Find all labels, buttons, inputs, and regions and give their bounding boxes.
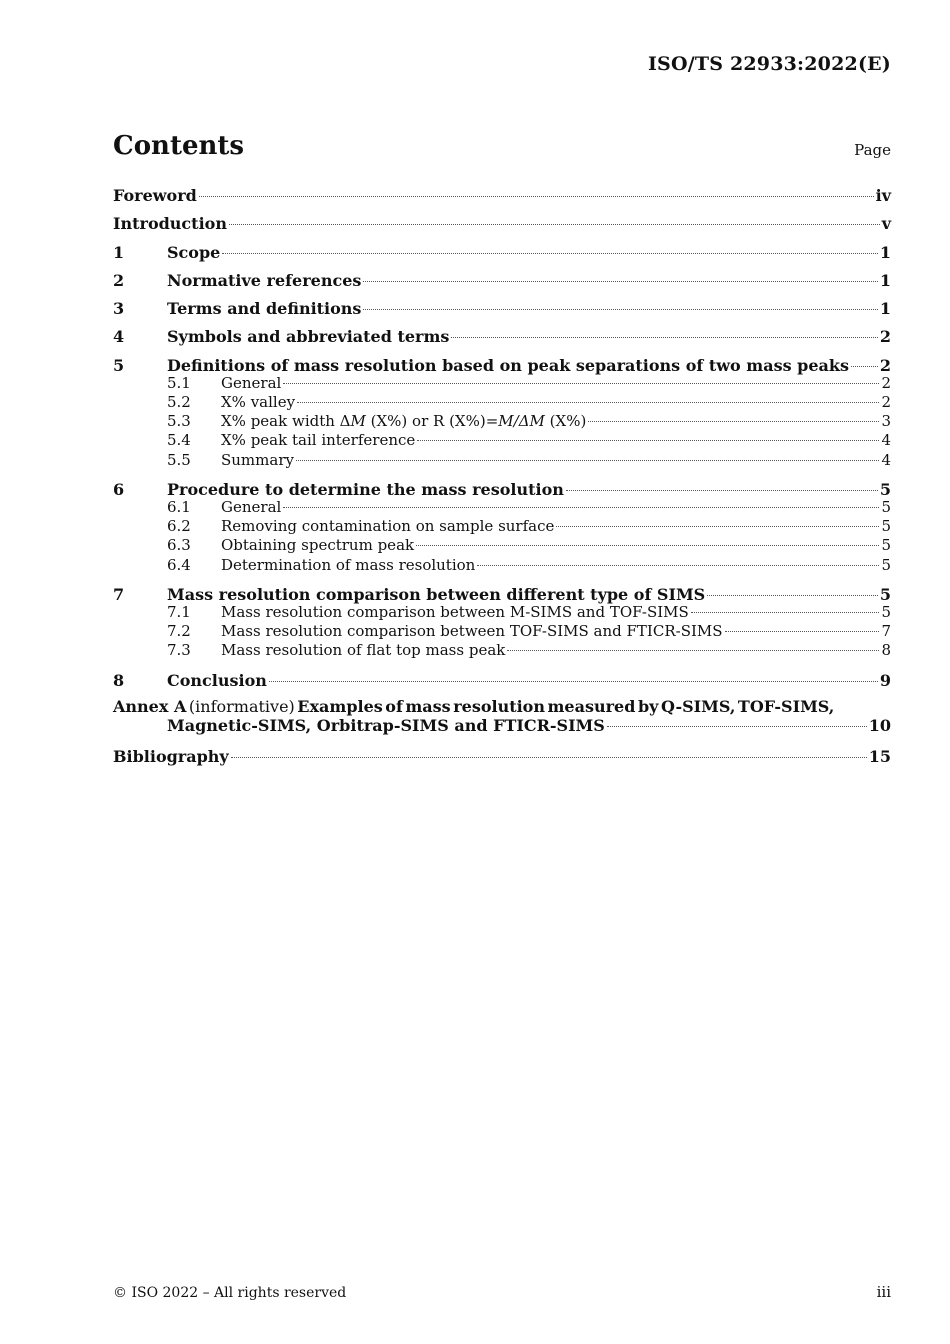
toc-subentry-5-2[interactable] <box>113 393 891 412</box>
toc-entry-page: 1 <box>879 270 891 290</box>
dot-leader <box>417 440 879 441</box>
toc-entry-title: Symbols and abbreviated terms <box>167 327 450 347</box>
toc-subentry-5-3[interactable] <box>113 412 891 431</box>
toc-subentry-5-5[interactable] <box>113 451 891 479</box>
toc-entry-page: 2 <box>881 392 891 411</box>
dot-leader <box>363 309 877 310</box>
toc-entry-page: 5 <box>879 585 891 605</box>
toc-subentry-5-1[interactable] <box>113 374 891 393</box>
toc-entry-annex-a[interactable] <box>113 697 891 745</box>
toc-entry-page: 5 <box>881 498 891 517</box>
toc-entry-number: 5 <box>113 355 125 375</box>
toc-entry-number: 1 <box>113 242 125 262</box>
toc-entry-title: Bibliography <box>113 747 229 767</box>
toc-entry-normative-references[interactable] <box>113 269 891 297</box>
dot-leader <box>507 650 879 651</box>
annex-label: Annex A <box>113 697 187 717</box>
toc-entry-title: General <box>221 498 282 517</box>
title-part: X% peak width Δ <box>221 412 351 431</box>
copyright-notice: © ISO 2022 – All rights reserved <box>113 1285 347 1301</box>
toc-subentry-6-1[interactable] <box>113 498 891 517</box>
toc-entry-title: Mass resolution comparison between M-SIMS and TOF-SIMS <box>221 603 689 622</box>
annex-title-word: resolution <box>453 697 545 717</box>
toc-entry-page: 2 <box>879 327 891 347</box>
annex-line-spacer <box>837 697 891 716</box>
annex-informative: (informative) <box>188 697 295 717</box>
toc-entry-number: 6.1 <box>167 498 191 517</box>
toc-entry-page: 9 <box>879 670 891 690</box>
annex-title-line-1 <box>113 697 891 716</box>
dot-leader <box>222 253 878 254</box>
toc-entry-number: 7.2 <box>167 622 191 641</box>
dot-leader <box>363 281 877 282</box>
toc-entry-title: X% valley <box>221 392 296 411</box>
toc-entry-title: Normative references <box>167 270 362 290</box>
title-part: (X%) <box>544 412 587 431</box>
toc-entry-page: 2 <box>879 355 891 375</box>
toc-entry-title: Terms and definitions <box>167 299 362 319</box>
dot-leader <box>297 402 879 403</box>
toc-entry-page: 4 <box>881 431 891 450</box>
toc-entry-title: Foreword <box>113 186 197 205</box>
dot-leader <box>416 545 879 546</box>
toc-subentry-6-3[interactable] <box>113 536 891 555</box>
annex-title-word: TOF-SIMS, <box>737 697 835 717</box>
toc-entry-number: 5.4 <box>167 431 191 450</box>
toc-entry-number: 5.1 <box>167 373 191 392</box>
toc-entry-definitions-mass-resolution[interactable] <box>113 354 891 374</box>
toc-entry-introduction[interactable] <box>113 212 891 240</box>
dot-leader <box>296 460 879 461</box>
toc-entry-number: 7.3 <box>167 641 191 660</box>
dot-leader <box>707 595 878 596</box>
toc-entry-number: 7.1 <box>167 603 191 622</box>
dot-leader <box>851 366 878 367</box>
dot-leader <box>556 526 879 527</box>
page-column-label: Page <box>854 141 891 159</box>
annex-title-word: Examples <box>297 697 383 717</box>
dot-leader <box>588 421 879 422</box>
dot-leader <box>477 565 879 566</box>
dot-leader <box>607 726 867 727</box>
toc-entry-page: iv <box>875 186 891 205</box>
toc-entry-title: Removing contamination on sample surface <box>221 517 555 536</box>
toc-subentry-6-4[interactable] <box>113 556 891 584</box>
dot-leader <box>451 337 877 338</box>
contents-title: Contents <box>113 131 245 161</box>
dot-leader <box>283 507 879 508</box>
toc-entry-terms-definitions[interactable] <box>113 297 891 325</box>
toc-entry-title: Magnetic-SIMS, Orbitrap-SIMS and FTICR-SIMS <box>167 716 605 736</box>
toc-entry-title: Introduction <box>113 214 227 234</box>
toc-subentry-7-1[interactable] <box>113 603 891 622</box>
toc-entry-number: 6.3 <box>167 536 191 555</box>
toc-entry-page: 15 <box>868 747 891 767</box>
toc-entry-foreword[interactable] <box>113 184 891 212</box>
toc-subentry-5-4[interactable] <box>113 431 891 450</box>
toc-entry-title: Summary <box>221 450 294 469</box>
toc-entry-number: 5.2 <box>167 392 191 411</box>
toc-entry-procedure[interactable] <box>113 478 891 498</box>
toc-entry-scope[interactable] <box>113 241 891 269</box>
toc-entry-title: Mass resolution comparison between different type of SIMS <box>167 585 706 605</box>
toc-entry-title: Conclusion <box>167 670 267 690</box>
toc-entry-page: 3 <box>881 412 891 431</box>
toc-entry-title: Scope <box>167 242 221 262</box>
annex-title-line-2 <box>113 716 891 735</box>
toc-entry-page: v <box>881 214 891 234</box>
toc-entry-page: 1 <box>879 242 891 262</box>
toc-entry-page: 8 <box>881 641 891 660</box>
annex-title-word: mass <box>405 697 451 717</box>
toc-subentry-7-3[interactable] <box>113 641 891 669</box>
dot-leader <box>566 490 878 491</box>
toc-entry-number: 8 <box>113 670 125 690</box>
dot-leader <box>269 681 878 682</box>
toc-entry-page: 5 <box>881 555 891 574</box>
dot-leader <box>725 631 880 632</box>
toc-entry-title: General <box>221 373 282 392</box>
toc-entry-page: 1 <box>879 299 891 319</box>
toc-entry-page: 5 <box>881 517 891 536</box>
toc-entry-symbols[interactable] <box>113 325 891 353</box>
title-part-italic: M/ΔM <box>498 412 545 431</box>
toc-entry-page: 5 <box>881 536 891 555</box>
toc-entry-number: 4 <box>113 327 125 347</box>
annex-title-word: of <box>385 697 403 717</box>
toc-entry-title: Obtaining spectrum peak <box>221 536 415 555</box>
toc-entry-bibliography[interactable] <box>113 745 891 773</box>
annex-title-word: Q-SIMS, <box>660 697 736 717</box>
title-part: (X%) or R (X%)= <box>365 412 499 431</box>
toc-entry-title: Definitions of mass resolution based on peak separations of two mass peaks <box>167 355 849 375</box>
toc-entry-title: Determination of mass resolution <box>221 555 476 574</box>
toc-entry-number: 3 <box>113 299 125 319</box>
title-part-italic: M <box>350 412 366 431</box>
dot-leader <box>231 757 867 758</box>
page-number: iii <box>876 1283 891 1301</box>
toc-entry-number: 5.5 <box>167 450 191 469</box>
toc-entry-title: X% peak tail interference <box>221 431 416 450</box>
document-id: ISO/TS 22933:2022(E) <box>647 53 891 75</box>
toc-entry-page: 7 <box>881 622 891 641</box>
toc-entry-title: Procedure to determine the mass resolution <box>167 480 564 500</box>
toc-entry-title: Mass resolution comparison between TOF-SIMS and FTICR-SIMS <box>221 622 723 641</box>
toc-entry-page: 10 <box>868 716 891 736</box>
annex-title-word: measured <box>547 697 636 717</box>
toc-entry-number: 7 <box>113 585 125 605</box>
toc-entry-number: 6.4 <box>167 555 191 574</box>
toc-entry-page: 5 <box>879 480 891 500</box>
toc-entry-number: 6.2 <box>167 517 191 536</box>
toc-subentry-6-2[interactable] <box>113 517 891 536</box>
toc-entry-conclusion[interactable] <box>113 669 891 697</box>
dot-leader <box>283 383 879 384</box>
dot-leader <box>691 612 880 613</box>
annex-title-word: by <box>637 697 659 717</box>
toc-entry-number: 5.3 <box>167 412 191 431</box>
toc-entry-comparison[interactable] <box>113 583 891 603</box>
dot-leader <box>229 224 880 225</box>
toc-entry-page: 5 <box>881 603 891 622</box>
table-of-contents <box>113 184 891 774</box>
toc-entry-page: 4 <box>881 450 891 469</box>
toc-entry-number: 6 <box>113 480 125 500</box>
toc-subentry-7-2[interactable] <box>113 622 891 641</box>
dot-leader <box>199 196 874 197</box>
toc-entry-title: Mass resolution of flat top mass peak <box>221 641 506 660</box>
toc-entry-title <box>221 412 586 431</box>
toc-entry-number: 2 <box>113 270 125 290</box>
toc-entry-page: 2 <box>881 373 891 392</box>
